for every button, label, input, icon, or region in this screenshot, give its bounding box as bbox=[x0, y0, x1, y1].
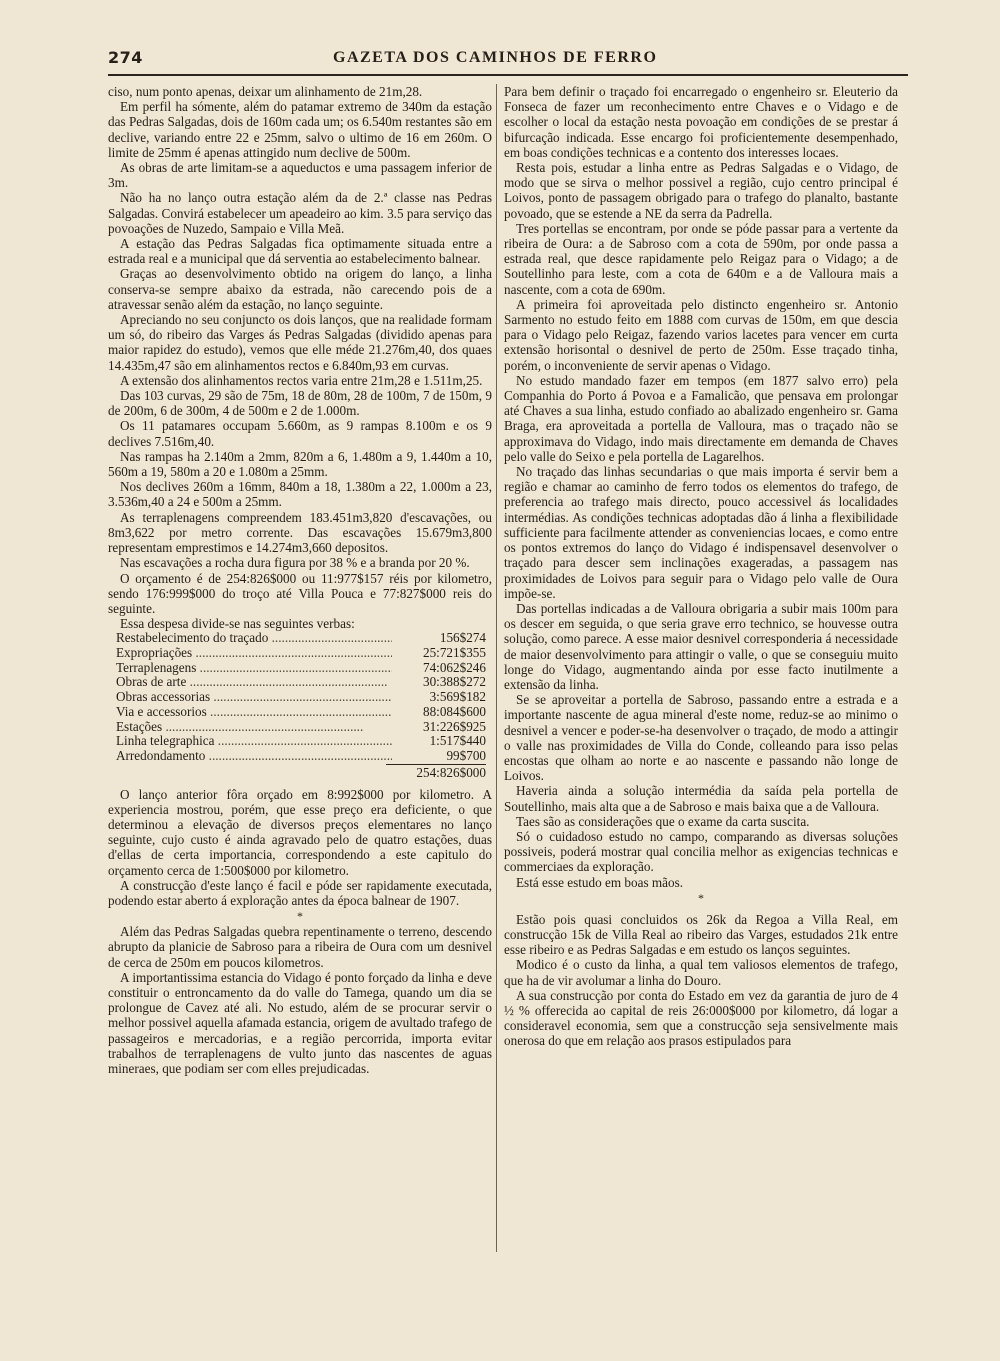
paragraph: Em perfil ha sómente, além do patamar extremo de 340m da estação das Pedras Salgadas, dois de 160m cada um; os 6.540m restantes são em declive, variando entre 22 e 25mm, salvo o ultimo de 16 em 260m. O limite de 25mm é apenas attingido num declive de 500m. bbox=[108, 99, 492, 160]
budget-row bbox=[116, 631, 486, 646]
budget-row bbox=[116, 675, 486, 690]
budget-label: Obras de arte ..... bbox=[116, 675, 392, 690]
paragraph: Das 103 curvas, 29 são de 75m, 18 de 80m, 28 de 100m, 7 de 150m, 9 de 200m, 6 de 300m, 4 de 500m e 2 de 1.000m. bbox=[108, 388, 492, 419]
budget-table bbox=[116, 631, 486, 780]
paragraph: As obras de arte limitam-se a aqueductos e uma passagem inferior de 3m. bbox=[108, 160, 492, 191]
paragraph: Essa despesa divide-se nas seguintes verbas: bbox=[120, 616, 355, 632]
budget-row bbox=[116, 661, 486, 676]
header-rule bbox=[108, 74, 908, 76]
budget-amount: 74:062$246 bbox=[422, 659, 486, 675]
budget-row bbox=[116, 690, 486, 705]
budget-amount: 1:517$440 bbox=[429, 733, 486, 749]
paragraph: A construcção d'este lanço é facil e póde ser rapidamente executada, podendo estar aberto á exploração antes da época balnear de 1907. bbox=[108, 877, 492, 909]
paragraph: No traçado das linhas secundarias o que mais importa é servir bem a região e chamar ao caminho de ferro todos os elementos do trafego, de preferencia ao trafego mais directo, pouco accessivel ás localidades intermédias. As condições technicas adoptadas dão á linha a flexibilidade sufficiente para facilmente attender as conveniencias locaes, e como entre os pontos extremos do lanço do Vidago é indispensavel desenvolver o traçado para descer sem inclinações exageradas, a passagem nas proximidades de Loivos para seguir para o Vidago pelo valle de Oura impõe-se. bbox=[504, 464, 898, 601]
left-paragraphs-b bbox=[108, 787, 492, 909]
budget-row bbox=[116, 734, 486, 749]
paragraph: Haveria ainda a solução intermédia da saída pela portella de Soutellinho, mais alta que a de Sabroso e mais baixa que a de Valloura. bbox=[504, 783, 898, 814]
paragraph: Para bem definir o traçado foi encarregado o engenheiro sr. Eleuterio da Fonseca de fazer um reconhecimento entre Chaves e o Vidago e de escolher o local da estação nesta povoação em condições de se prestar á bifurcação indicada. Esse encargo foi proficientemente desempenhado, em boas condições technicas e a contento dos interesses locaes. bbox=[504, 84, 898, 160]
budget-label: Terraplenagens ..... bbox=[116, 661, 392, 676]
paragraph: Estão pois quasi concluidos os 26k da Regoa a Villa Real, em construcção 15k de Villa Real ao ribeiro das Varges, estudados 21k entre esse ribeiro e as Pedras Salgadas e em estudo os lanços seguintes. bbox=[504, 911, 898, 958]
paragraph: A sua construcção por conta do Estado em vez da garantia de juro de 4 ½ % offerecida ao capital de reis 26:000$000 por kilometro, dá logar a consideravel economia, sem que a construcção seja sensivelmente mais onerosa do que em relação aos prasos estipulados para bbox=[504, 987, 898, 1049]
paragraph: Tres portellas se encontram, por onde se póde passar para a vertente da ribeira de Oura: a de Sabroso com a cota de 590m, por onde passa a estrada real, que desce rapidamente pelo Reigaz para o Vidago; a de Soutellinho para leste, com a cota de 640m e a de Valloura mais a nascente, com a cota de 690m. bbox=[504, 220, 898, 297]
paragraph: Taes são as considerações que o exame da carta suscita. bbox=[516, 813, 810, 829]
paragraph: O orçamento é de 254:826$000 ou 11:977$157 réis por kilometro, sendo 176:999$000 do troço até Villa Pouca e 77:827$000 reis do seguinte. bbox=[108, 570, 492, 616]
paragraph: Nas rampas ha 2.140m a 2mm, 820m a 6, 1.480m a 9, 1.440m a 10, 560m a 19, 580m a 20 e 1.080m a 25mm. bbox=[108, 448, 492, 480]
paragraph: Resta pois, estudar a linha entre as Pedras Salgadas e o Vidago, de modo que se sirva o melhor possivel a região, cujo centro principal é Loivos, ponto de passagem obrigado para o trafego do planalto, bastante povoado, que se estende a NE da serra da Padrella. bbox=[504, 160, 898, 221]
budget-amount: 156$274 bbox=[439, 630, 486, 646]
paragraph: Graças ao desenvolvimento obtido na origem do lanço, a linha conserva-se sempre abaixo da estrada, não carecendo pois de a atravessar senão além da estação, no lanço seguinte. bbox=[108, 266, 492, 312]
paragraph: A primeira foi aproveitada pelo distincto engenheiro sr. Antonio Sarmento no estudo feito em 1888 com curvas de 150m, em que descia para o Vidago pelo Reigaz, fazendo varios lacetes para vencer em curta extensão horisontal o desnivel de perto de 250m. Esse traçado tinha, porém, o inconveniente de servir apenas o Vidago. bbox=[504, 296, 898, 373]
paragraph: No estudo mandado fazer em tempos (em 1877 salvo erro) pela Companhia do Porto á Povoa e a Famalicão, que pensava em prolongar até Chaves a sua linha, estudo confiado ao abalizado engenheiro sr. Gama Braga, era aproveitada a portella de Valloura, mas o traçado não se approximava do Vidago, indo mais directamente em demanda de Chaves pelo valle do Seixo e pela portella de Lagarelhos. bbox=[504, 372, 898, 464]
paragraph: As terraplenagens compreendem 183.451m3,820 d'escavações, ou 8m3,622 por metro corrente. Das escavações 15.679m3,800 representam emprestimos e 14.274m3,660 depositos. bbox=[108, 509, 492, 556]
page-number: 274 bbox=[108, 48, 143, 67]
budget-label: Arredondamento ..... bbox=[116, 749, 392, 764]
left-column bbox=[108, 84, 492, 1076]
budget-row bbox=[116, 646, 486, 661]
running-title: GAZETA DOS CAMINHOS DE FERRO bbox=[333, 49, 658, 66]
paragraph: O lanço anterior fôra orçado em 8:992$000 por kilometro. A experiencia mostrou, porém, que esse preço era deficiente, o que determinou a elevação de diversos preços elementares no lanço seguinte, cujo custo é ainda agravado pelo de quatro estações, duas d'ellas de certa importancia, correspondendo a este capitulo do orçamento cerca de 1:500$000 por kilometro. bbox=[108, 786, 492, 878]
paragraph: Apreciando no seu conjuncto os dois lanços, que na realidade formam um só, do ribeiro das Varges ás Pedras Salgadas (dividido apenas para maior rapidez do estudo), vemos que elle méde 21.276m,40, dos quaes 14.435m,47 são em alinhamentos rectos e 6.840m,93 em curvas. bbox=[108, 312, 492, 373]
budget-label: Obras accessorias ..... bbox=[116, 690, 392, 705]
paragraph: Das portellas indicadas a de Valloura obrigaria a subir mais 100m para os descer em seguida, o que seria grave erro technico, se houvesse outra solução, como parece. A esse maior desnivel corresponderia á necessidade de maior desenvolvimento para attingir o valle, o que se conseguiu muito longe do Vidago, augmentando ainda por esse facto inutilmente a extensão da linha. bbox=[504, 600, 898, 692]
paragraph: Não ha no lanço outra estação além da de 2.ª classe nas Pedras Salgadas. Convirá estabelecer um apeadeiro ao kim. 3.5 para serviço das povoações de Nuzedo, Sampaio e Villa Meã. bbox=[108, 190, 492, 236]
paragraph: A extensão dos alinhamentos rectos varia entre 21m,28 e 1.511m,25. bbox=[120, 372, 483, 388]
paragraph: Modico é o custo da linha, a qual tem valiosos elementos de trafego, que ha de vir avolumar a linha do Douro. bbox=[504, 957, 898, 988]
paragraph: A estação das Pedras Salgadas fica optimamente situada entre a estrada real e a municipal que dá serventia ao estabelecimento balnear. bbox=[108, 236, 492, 267]
budget-row bbox=[116, 720, 486, 735]
paragraph: Nos declives 260m a 16mm, 840m a 18, 1.380m a 22, 1.000m a 23, 3.536m,40 a 24 e 500m a 25mm. bbox=[108, 479, 492, 510]
budget-label: Via e accessorios ..... bbox=[116, 705, 392, 720]
right-column bbox=[504, 84, 898, 1049]
budget-amount: 3:569$182 bbox=[429, 689, 486, 705]
paragraph: Nas escavações a rocha dura figura por 38 % e a branda por 20 %. bbox=[120, 555, 470, 571]
budget-label: Restabelecimento do traçado ..... bbox=[116, 631, 392, 646]
paragraph: Além das Pedras Salgadas quebra repentinamente o terreno, descendo abrupto da planicie de Sabroso para a ribeira de Oura com um desnivel de cerca de 250m em poucos kilometros. bbox=[108, 924, 492, 970]
left-paragraphs-c bbox=[108, 924, 492, 1076]
right-paragraphs-a bbox=[504, 84, 898, 890]
budget-amount: 88:084$600 bbox=[422, 703, 486, 719]
budget-label: Expropriações ..... bbox=[116, 646, 392, 661]
budget-amount: 31:226$925 bbox=[422, 718, 486, 734]
section-separator: * bbox=[698, 890, 704, 905]
left-paragraphs-a bbox=[108, 84, 492, 631]
budget-row bbox=[116, 749, 486, 764]
paragraph: Está esse estudo em boas mãos. bbox=[516, 874, 684, 890]
column-divider bbox=[496, 84, 497, 1252]
budget-label: Linha telegraphica ..... bbox=[116, 734, 392, 749]
budget-amount: 99$700 bbox=[446, 747, 486, 763]
budget-total: 254:826$000 bbox=[386, 764, 486, 781]
budget-amount: 25:721$355 bbox=[422, 645, 486, 661]
budget-amount: 30:388$272 bbox=[422, 674, 486, 690]
right-paragraphs-b bbox=[504, 912, 898, 1049]
budget-row bbox=[116, 705, 486, 720]
paragraph: Só o cuidadoso estudo no campo, comparando as diversas soluções possiveis, poderá mostrar qual concilia melhor as exigencias technicas e commerciaes da exploração. bbox=[504, 828, 898, 875]
paragraph: Se se aproveitar a portella de Sabroso, passando entre a estrada e a importante nascente de agua mineral d'este nome, reduz-se ao minimo o desnivel a vencer e poder-se-ha desenvolver o traçado, de modo a attingir o valle nas proximidades de Villa do Conde, colleando para isso pelas encostas que olham ao norte e ao nascente e passando não longe de Loivos. bbox=[504, 692, 898, 784]
paragraph: ciso, num ponto apenas, deixar um alinhamento de 21m,28. bbox=[108, 84, 423, 99]
paragraph: Os 11 patamares occupam 5.660m, as 9 rampas 8.100m e os 9 declives 7.516m,40. bbox=[108, 418, 492, 449]
section-separator: * bbox=[297, 909, 303, 924]
paragraph: A importantissima estancia do Vidago é ponto forçado da linha e deve constituir o entroncamento da do valle do Tamega, quando um dia se prolongue de Cavez até ali. No estudo, além de se procurar servir o melhor possivel aquella afamada estancia, origem de avultado trafego de passageiros e mercadorias, e a região percorrida, importa evitar trabalhos de terraplenagens de vulto junto das nascentes de aguas mineraes, que podiam ser com elles prejudicadas. bbox=[108, 969, 492, 1077]
budget-label: Estações ..... bbox=[116, 720, 392, 735]
page-header bbox=[108, 48, 908, 72]
